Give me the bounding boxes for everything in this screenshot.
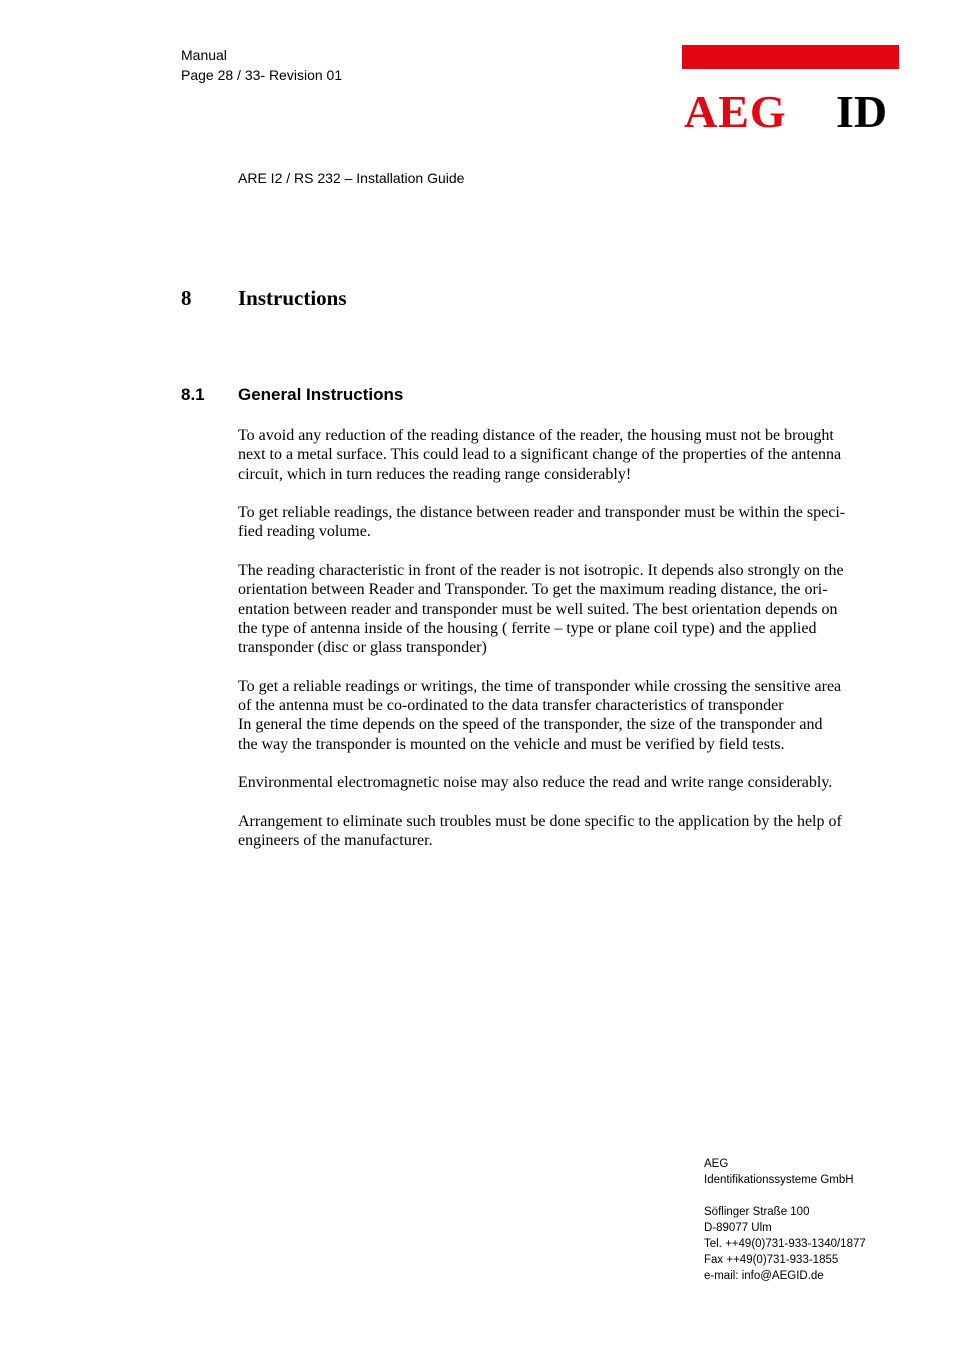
paragraph-line: Arrangement to eliminate such troubles must be done specific to the application by the help of: [238, 812, 842, 830]
section-number: 8.1: [181, 385, 205, 404]
paragraph-line: the way the transponder is mounted on the vehicle and must be verified by field tests.: [238, 735, 785, 753]
page-header: [181, 45, 342, 85]
paragraph-line: next to a metal surface. This could lead to a significant change of the properties of the antenna: [238, 446, 842, 464]
email: e-mail: info@AEGID.de: [704, 1270, 824, 1282]
telephone: Tel. ++49(0)731-933-1340/1877: [704, 1238, 866, 1250]
section-title: General Instructions: [238, 385, 404, 404]
company-name-full: Identifikationssysteme GmbH: [704, 1174, 854, 1186]
company-address: [704, 1156, 866, 1284]
paragraph-line: To get reliable readings, the distance between reader and transponder must be within the speci-: [238, 504, 846, 522]
paragraph-line: orientation between Reader and Transponder. To get the maximum reading distance, the ori-: [238, 581, 828, 599]
page-number: Page 28 / 33- Revision 01: [181, 67, 343, 83]
paragraph: [238, 677, 914, 754]
paragraph-line: Environmental electromagnetic noise may also reduce the read and write range considerably.: [238, 774, 833, 792]
paragraph-line: fied reading volume.: [238, 523, 371, 541]
paragraph-line: the type of antenna inside of the housing ( ferrite – type or plane coil type) and the applied: [238, 619, 817, 637]
chapter-number: 8: [181, 286, 192, 310]
paragraph-line: To get a reliable readings or writings, the time of transponder while crossing the sensitive area: [238, 677, 842, 695]
document-type: Manual: [181, 47, 227, 63]
chapter-title: Instructions: [238, 286, 347, 310]
city-address: D-89077 Ulm: [704, 1222, 772, 1234]
paragraph-line: To avoid any reduction of the reading distance of the reader, the housing must not be brought: [238, 427, 834, 444]
logo-red-bar: [682, 45, 899, 69]
paragraph-line: circuit, which in turn reduces the reading range considerably!: [238, 465, 632, 483]
paragraph: [238, 812, 914, 851]
street-address: Söflinger Straße 100: [704, 1206, 810, 1218]
paragraph-line: engineers of the manufacturer.: [238, 832, 433, 850]
aeg-id-logo: [682, 45, 900, 137]
paragraph-line: transponder (disc or glass transponder): [238, 639, 487, 657]
section-body: [238, 426, 914, 870]
paragraph-line: of the antenna must be co-ordinated to the data transfer characteristics of transponder: [238, 697, 784, 715]
logo-text-aeg: AEG: [684, 86, 787, 137]
fax: Fax ++49(0)731-933-1855: [704, 1254, 839, 1266]
logo-text-id: ID: [836, 86, 888, 137]
paragraph: [238, 773, 914, 792]
paragraph: [238, 503, 914, 542]
document-subtitle: ARE I2 / RS 232 – Installation Guide: [238, 170, 465, 186]
paragraph-line: The reading characteristic in front of the reader is not isotropic. It depends also strongly on the: [238, 562, 844, 580]
company-name: AEG: [704, 1158, 729, 1170]
paragraph: [238, 561, 914, 657]
paragraph: [238, 426, 914, 484]
paragraph-line: In general the time depends on the speed of the transponder, the size of the transponder and: [238, 716, 823, 734]
paragraph-line: entation between reader and transponder must be well suited. The best orientation depends on: [238, 600, 838, 618]
